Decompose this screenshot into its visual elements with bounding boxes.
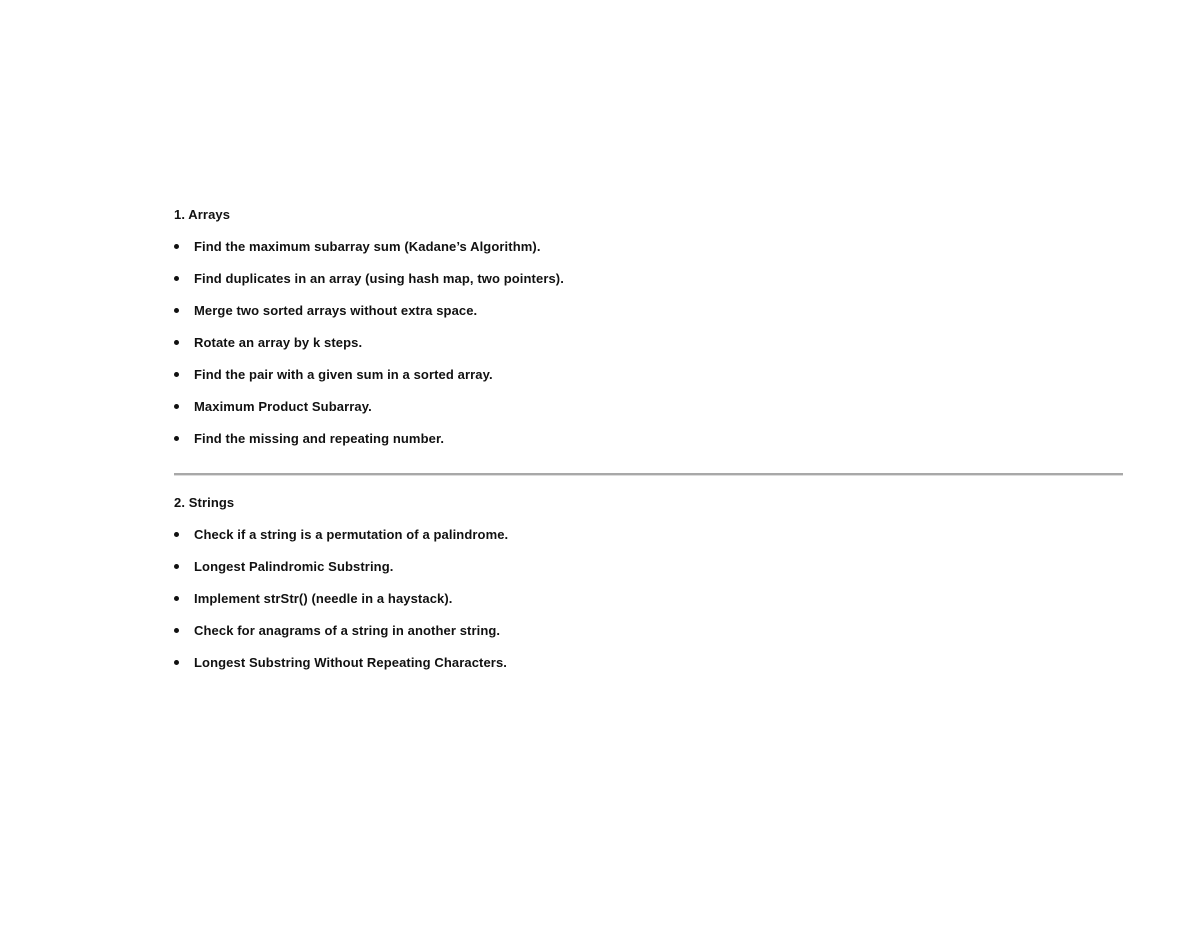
list-item — [174, 384, 1124, 416]
list-item — [174, 544, 1124, 576]
list-item-text: Find duplicates in an array (using hash map, two pointers). — [194, 271, 564, 286]
list-item-text: Merge two sorted arrays without extra space. — [194, 303, 478, 318]
list-item-text: Find the maximum subarray sum (Kadane’s Algorithm). — [194, 239, 541, 254]
list-item — [174, 288, 1124, 320]
list-item — [174, 608, 1124, 640]
section-divider — [174, 473, 1123, 476]
bullet-icon — [174, 244, 179, 249]
bullet-icon — [174, 340, 179, 345]
list-item-text: Find the pair with a given sum in a sorted array. — [194, 367, 493, 382]
bullet-icon — [174, 372, 179, 377]
bullet-icon — [174, 436, 179, 441]
arrays-list — [174, 224, 1124, 448]
list-item — [174, 640, 1124, 672]
list-item — [174, 416, 1124, 448]
list-item — [174, 512, 1124, 544]
bullet-icon — [174, 532, 179, 537]
section-heading-strings: 2. Strings — [174, 495, 235, 510]
list-item-text: Check if a string is a permutation of a palindrome. — [194, 527, 509, 542]
bullet-icon — [174, 628, 179, 633]
list-item-text: Find the missing and repeating number. — [194, 431, 445, 446]
bullet-icon — [174, 308, 179, 313]
list-item — [174, 352, 1124, 384]
section-arrays — [174, 206, 1124, 448]
bullet-icon — [174, 404, 179, 409]
section-strings — [174, 494, 1124, 672]
bullet-icon — [174, 596, 179, 601]
list-item-text: Longest Substring Without Repeating Characters. — [194, 655, 507, 670]
bullet-icon — [174, 276, 179, 281]
section-heading-arrays: 1. Arrays — [174, 207, 231, 222]
list-item-text: Implement strStr() (needle in a haystack). — [194, 591, 453, 606]
list-item-text: Longest Palindromic Substring. — [194, 559, 394, 574]
list-item — [174, 576, 1124, 608]
list-item — [174, 256, 1124, 288]
list-item-text: Rotate an array by k steps. — [194, 335, 363, 350]
list-item — [174, 320, 1124, 352]
list-item-text: Maximum Product Subarray. — [194, 399, 372, 414]
strings-list — [174, 512, 1124, 672]
list-item — [174, 224, 1124, 256]
bullet-icon — [174, 564, 179, 569]
list-item-text: Check for anagrams of a string in another string. — [194, 623, 501, 638]
bullet-icon — [174, 660, 179, 665]
